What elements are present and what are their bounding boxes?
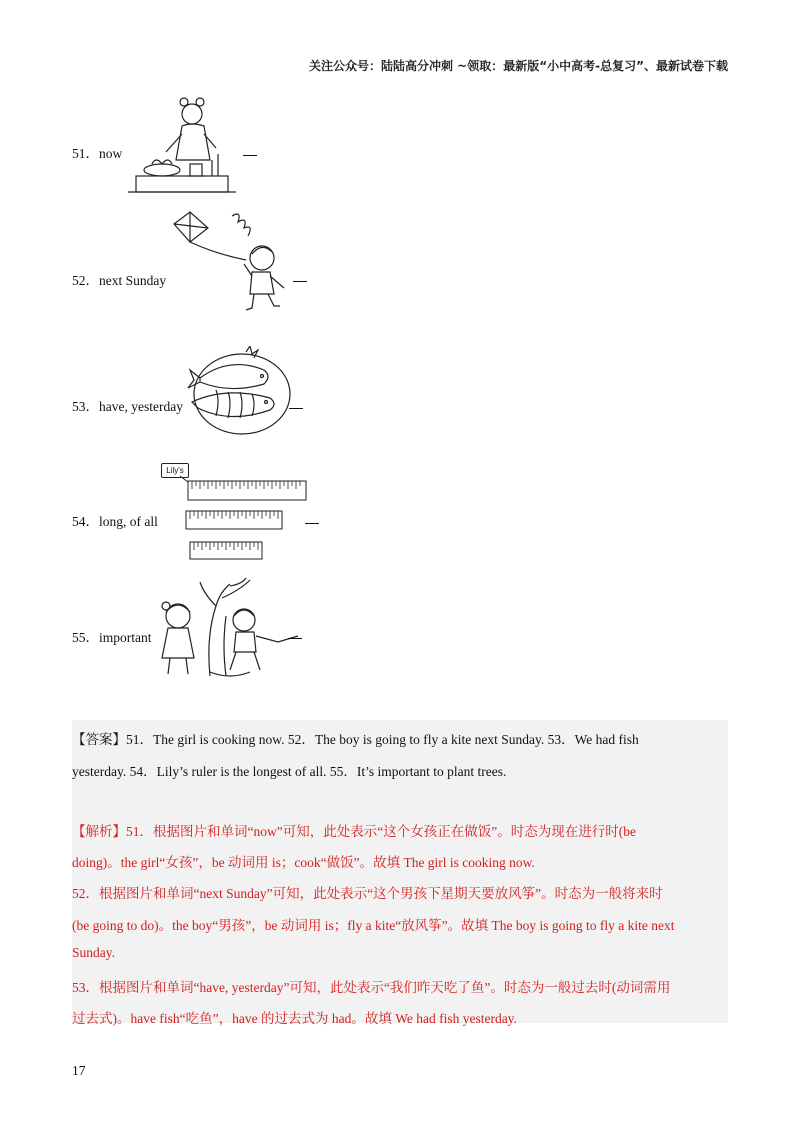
analysis-line-3: 52．根据图片和单词“next Sunday”可知，此处表示“这个男孩下星期天要放风筝”。时态为一般将来时 <box>72 886 663 901</box>
analysis-line-2: doing)。the girl“女孩”，be 动词用 is；cook“做饭”。故填 The girl is cooking now. <box>72 855 535 870</box>
fish-plate-illustration <box>186 346 292 438</box>
girl-cooking-illustration <box>126 94 238 198</box>
answer-line-1: 【答案】51．The girl is cooking now. 52．The boy is going to fly a kite next Sunday. 53．We had fish <box>72 732 639 747</box>
question-54-label: 54．long, of all <box>72 514 158 529</box>
analysis-line-6: 53．根据图片和单词“have, yesterday”可知，此处表示“我们昨天吃了鱼”。时态为一般过去时(动词需用 <box>72 980 671 995</box>
answer-blank-52 <box>293 281 307 282</box>
children-planting-tree-illustration <box>150 576 300 680</box>
page-number: 17 <box>72 1063 86 1078</box>
page-header: 关注公众号：陆陆高分冲刺 ~领取：最新版“小中高考-总复习”、最新试卷下载 <box>309 59 728 73</box>
lilys-ruler-tag: Lily's <box>161 463 189 478</box>
analysis-line-7: 过去式)。have fish“吃鱼”，have 的过去式为 had。故填 We had fish yesterday. <box>72 1011 517 1026</box>
question-53-label: 53．have, yesterday <box>72 399 183 414</box>
question-52-label: 52．next Sunday <box>72 273 167 288</box>
analysis-line-4: (be going to do)。the boy“男孩”，be 动词用 is；fly a kite“放风筝”。故填 The boy is going to fly a kite next <box>72 918 675 933</box>
answer-blank-54 <box>305 523 319 524</box>
answer-blank-51 <box>243 155 257 156</box>
answer-blank-53 <box>289 408 303 409</box>
answer-line-2: yesterday. 54．Lily’s ruler is the longest of all. 55．It’s important to plant trees. <box>72 764 507 779</box>
answer-blank-55 <box>288 638 302 639</box>
boy-flying-kite-illustration <box>166 206 294 316</box>
three-rulers-illustration <box>174 476 308 562</box>
analysis-line-5: Sunday. <box>72 945 115 960</box>
question-55-label: 55．important <box>72 630 152 645</box>
analysis-line-1: 【解析】51．根据图片和单词“now”可知，此处表示“这个女孩正在做饭”。时态为现在进行时(be <box>72 824 636 839</box>
question-51-label: 51．now <box>72 146 123 161</box>
